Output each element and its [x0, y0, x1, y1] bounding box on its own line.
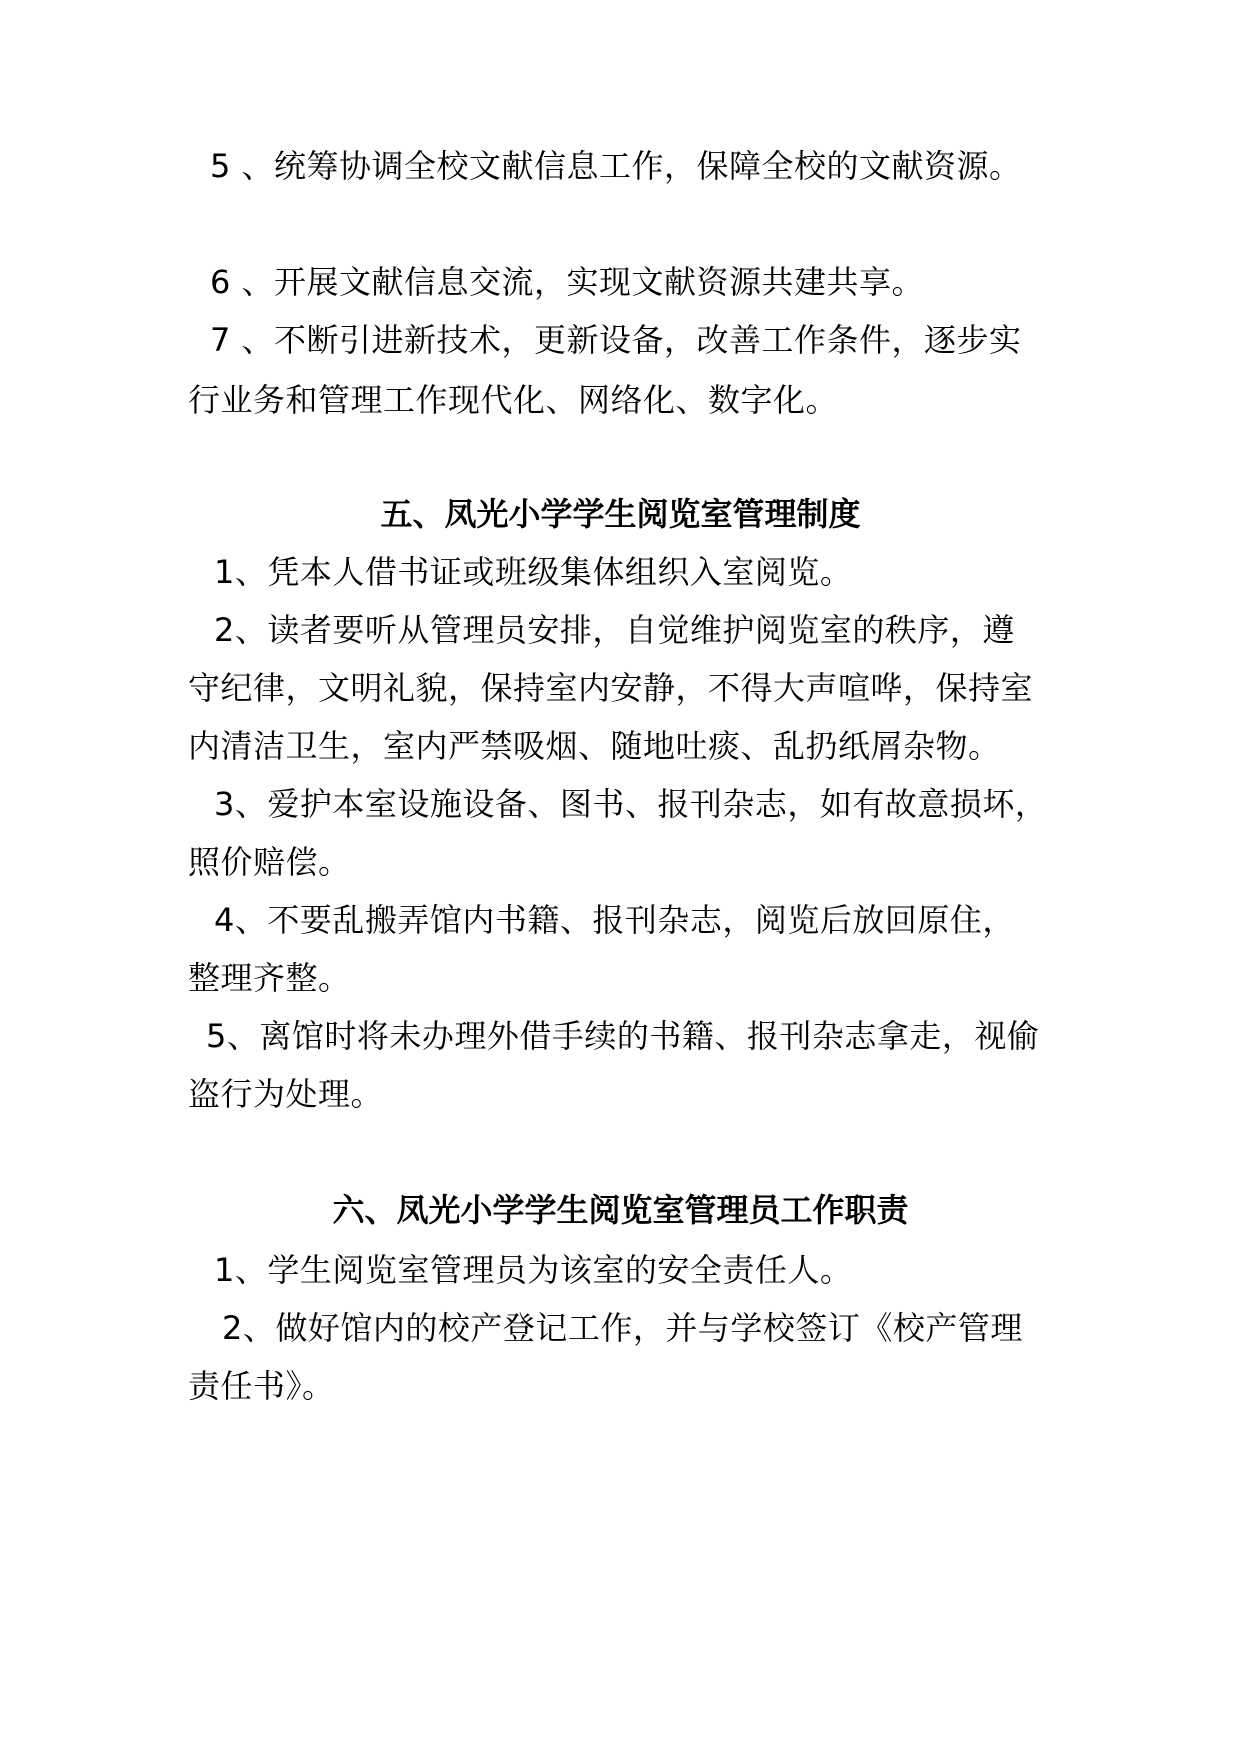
paragraph-line: 1、凭本人借书证或班级集体组织入室阅览。 — [214, 553, 853, 591]
paragraph-line: 内清洁卫生，室内严禁吸烟、随地吐痰、乱扔纸屑杂物。 — [188, 727, 1001, 765]
paragraph-line: 5 、统筹协调全校文献信息工作，保障全校的文献资源。 — [210, 147, 1022, 185]
paragraph-line: 照价赔偿。 — [188, 843, 351, 881]
paragraph-line: 6 、开展文献信息交流，实现文献资源共建共享。 — [210, 263, 925, 301]
paragraph-line: 盗行为处理。 — [188, 1075, 384, 1113]
paragraph-line: 1、学生阅览室管理员为该室的安全责任人。 — [214, 1251, 853, 1289]
paragraph-line: 4、不要乱搬弄馆内书籍、报刊杂志，阅览后放回原住， — [214, 901, 1015, 939]
paragraph-line: 2、做好馆内的校产登记工作，并与学校签订《校产管理 — [222, 1309, 1023, 1347]
paragraph-line: 行业务和管理工作现代化、网络化、数字化。 — [188, 381, 839, 419]
paragraph-line: 责任书》。 — [188, 1367, 335, 1405]
paragraph-line: 7 、不断引进新技术，更新设备，改善工作条件，逐步实 — [210, 321, 1022, 359]
paragraph-line: 2、读者要听从管理员安排，自觉维护阅览室的秩序，遵 — [214, 611, 1015, 649]
paragraph-line: 守纪律，文明礼貌，保持室内安静，不得大声喧哗，保持室 — [188, 669, 1034, 707]
section-heading: 六、凤光小学学生阅览室管理员工作职责 — [332, 1191, 909, 1229]
paragraph-line: 整理齐整。 — [188, 959, 351, 997]
paragraph-line: 3、爱护本室设施设备、图书、报刊杂志，如有故意损坏， — [214, 785, 1048, 823]
paragraph-line: 5、离馆时将未办理外借手续的书籍、报刊杂志拿走，视偷 — [206, 1017, 1040, 1055]
section-heading: 五、凤光小学学生阅览室管理制度 — [380, 495, 861, 533]
